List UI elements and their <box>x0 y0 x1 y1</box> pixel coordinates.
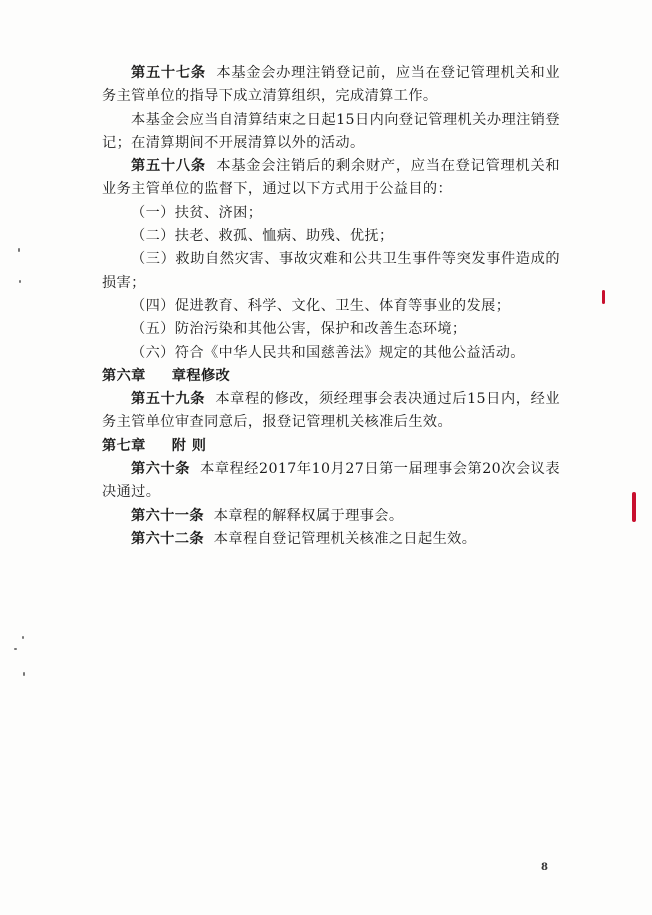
paragraph-article-61 <box>102 505 560 528</box>
article-number: 第五十八条 <box>131 158 206 175</box>
list-item-4 <box>102 295 560 318</box>
article-text: 本章程的修改，须经理事会表决通过后15日内，经业务主管单位审查同意后，报登记管理机关核准后生效。 <box>102 391 560 431</box>
scan-speck <box>14 648 17 650</box>
chapter-heading-6 <box>102 365 560 388</box>
list-item-text: （五）防治污染和其他公害，保护和改善生态环境； <box>131 321 467 338</box>
list-item-text: （四）促进教育、科学、文化、卫生、体育等事业的发展； <box>131 297 511 314</box>
list-item-text: （六）符合《中华人民共和国慈善法》规定的其他公益活动。 <box>131 344 525 361</box>
article-number: 第六十二条 <box>131 530 204 547</box>
list-item-1 <box>102 202 560 225</box>
list-item-5 <box>102 318 560 341</box>
chapter-number: 第七章 <box>102 437 146 454</box>
paragraph-article-59 <box>102 388 560 435</box>
paragraph-article-58 <box>102 155 560 202</box>
scan-speck <box>23 672 25 676</box>
article-text: 本章程自登记管理机关核准之日起生效。 <box>213 530 477 547</box>
paragraph-article-62 <box>102 528 560 551</box>
list-item-text: （二）扶老、救孤、恤病、助残、优抚； <box>131 228 394 245</box>
scan-speck <box>19 280 21 283</box>
list-item-2 <box>102 225 560 248</box>
document-body <box>102 62 560 551</box>
article-number: 第六十一条 <box>131 507 204 524</box>
article-number: 第六十条 <box>131 461 190 478</box>
chapter-heading-7 <box>102 435 560 458</box>
article-text: 本章程经2017年10月27日第一届理事会第20次会议表决通过。 <box>102 461 561 501</box>
article-number: 第五十九条 <box>131 391 206 408</box>
paragraph-article-60 <box>102 458 560 505</box>
chapter-title: 章程修改 <box>171 367 231 384</box>
chapter-number: 第六章 <box>102 367 146 384</box>
page-number: 8 <box>541 862 548 873</box>
chapter-title: 附 则 <box>171 437 207 454</box>
article-text: 本基金会注销后的剩余财产，应当在登记管理机关和业务主管单位的监督下，通过以下方式用于公益目的： <box>102 158 560 198</box>
list-item-text: （一）扶贫、济困； <box>131 204 263 221</box>
paragraph-text: 本基金会应当自清算结束之日起15日内向登记管理机关办理注销登记；在清算期间不开展清算以外的活动。 <box>102 111 560 151</box>
list-item-3 <box>102 248 560 295</box>
scan-speck <box>18 248 20 252</box>
article-text: 本基金会办理注销登记前，应当在登记管理机关和业务主管单位的指导下成立清算组织，完成清算工作。 <box>102 65 560 105</box>
list-item-text: （三）救助自然灾害、事故灾难和公共卫生事件等突发事件造成的损害； <box>102 251 560 291</box>
article-text: 本章程的解释权属于理事会。 <box>213 507 404 524</box>
paragraph-article-57 <box>102 62 560 109</box>
red-ink-mark <box>632 492 636 522</box>
article-number: 第五十七条 <box>131 65 206 81</box>
scan-speck <box>22 636 24 639</box>
list-item-6 <box>102 342 560 365</box>
paragraph-liquidation <box>102 109 560 156</box>
red-ink-mark <box>602 290 605 304</box>
